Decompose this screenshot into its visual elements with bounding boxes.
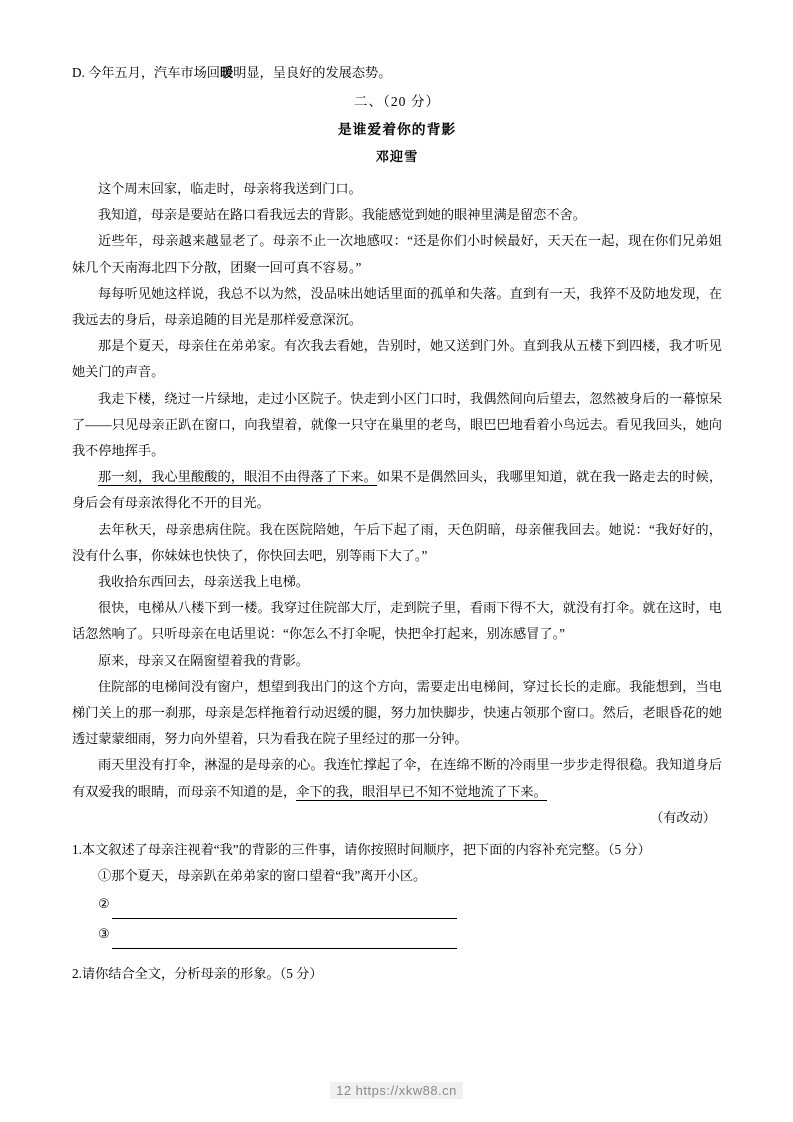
question-1-item-3 xyxy=(72,919,722,949)
section-heading: 二、（20 分） xyxy=(353,94,441,109)
footer-watermark: 12 https://xkw88.cn xyxy=(330,1082,463,1099)
option-d-line xyxy=(72,60,722,86)
paragraph-10: 很快，电梯从八楼下到一楼。我穿过住院部大厅，走到院子里，看雨下得不大，就没有打伞。就在这时，电话忽然响了。只听母亲在电话里说：“你怎么不打伞呢，快把伞打起来，别冻感冒了。” xyxy=(72,600,722,642)
article-author: 邓迎雪 xyxy=(375,149,419,164)
paragraph-3: 近些年，母亲越来越显老了。母亲不止一次地感叹：“还是你们小时候最好，天天在一起，现在你们兄弟姐妹几个天南海北四下分散，团聚一回可真不容易。” xyxy=(72,233,722,275)
paragraph-1: 这个周末回家，临走时，母亲将我送到门口。 xyxy=(98,181,362,196)
article-title: 是谁爱着你的背影 xyxy=(337,122,457,137)
page-footer xyxy=(0,1083,793,1098)
question-1-number: 1. xyxy=(72,841,82,857)
paragraph-5: 那是个夏天，母亲住在弟弟家。有次我去看她，告别时，她又送到门外。直到我从五楼下到四楼，我才听见她关门的声音。 xyxy=(72,338,722,380)
paragraph-4: 每每听见她这样说，我总不以为然，没品味出她话里面的孤单和失落。直到有一天，我猝不及防地发现，在我远去的身后，母亲追随的目光是那样爱意深沉。 xyxy=(72,285,722,328)
paragraph-7-rest: 如果不是偶然回头，我哪里知道，就在我一路走去的时候，身后会有母亲浓得化不开的目光。 xyxy=(72,469,723,511)
question-1-item-3-marker: ③ xyxy=(98,925,110,941)
spacer xyxy=(72,949,722,961)
question-1-item-1-text: 那个夏天，母亲趴在弟弟家的窗口望着“我”离开小区。 xyxy=(111,867,427,883)
paragraph-13 xyxy=(72,752,722,804)
paragraph-2: 我知道，母亲是要站在路口看我远去的背影。我能感觉到她的眼神里满是留恋不舍。 xyxy=(98,207,586,223)
paragraph-9: 我收拾东西回去，母亲送我上电梯。 xyxy=(98,574,309,590)
question-2-text: 请你结合全文，分析母亲的形象。（5 分） xyxy=(81,965,323,981)
document-content xyxy=(72,60,722,987)
underlined-sentence-2: 伞下的我，眼泪早已不知不觉地流了下来。 xyxy=(296,783,547,799)
question-1-item-2-marker: ② xyxy=(98,895,110,911)
source-note: （有改动） xyxy=(650,809,716,825)
paragraph-7 xyxy=(72,464,722,516)
question-1-item-2 xyxy=(72,889,722,919)
question-1 xyxy=(72,837,722,863)
paragraph-11: 原来，母亲又在隔窗望着我的背影。 xyxy=(98,652,309,668)
question-2-number: 2. xyxy=(72,965,82,981)
question-1-item-1-marker: ① xyxy=(98,867,112,883)
paragraph-13-head: 雨天里没有打伞，淋湿的是母亲的心。我连忙撑起了伞，在连绵不断的冷雨里一步步走得很稳。我知道身后有双爱我的眼睛，而母亲不知道的是， xyxy=(72,757,722,799)
question-2 xyxy=(72,961,722,987)
option-d-text-part2: 明显，呈良好的发展态势。 xyxy=(233,65,392,80)
answer-blank-2[interactable] xyxy=(112,903,457,919)
question-1-item-1 xyxy=(72,863,722,889)
question-1-text: 本文叙述了母亲注视着“我”的背影的三件事，请你按照时间顺序，把下面的内容补充完整。（5 分） xyxy=(81,841,651,857)
paragraph-6: 我走下楼，绕过一片绿地，走过小区院子。快走到小区门口时，我偶然间向后望去，忽然被身后的一幕惊呆了——只见母亲正趴在窗口，向我望着，就像一只守在巢里的老鸟，眼巴巴地看着小鸟远去。看见我回头，她向我不停地挥手。 xyxy=(72,390,722,459)
paragraph-8: 去年秋天，母亲患病住院。我在医院陪她，午后下起了雨，天色阴暗，母亲催我回去。她说：“我好好的，没有什么事，你妹妹也快快了，你快回去吧，别等雨下大了。” xyxy=(72,521,722,563)
answer-blank-3[interactable] xyxy=(112,933,457,949)
underlined-sentence-1: 那一刻，我心里酸酸的，眼泪不由得落了下来。 xyxy=(98,469,377,485)
option-d-text-part1: D. 今年五月，汽车市场回 xyxy=(72,65,220,80)
paragraph-12: 住院部的电梯间没有窗户，想望到我出门的这个方向，需要走出电梯间，穿过长长的走廊。我能想到，当电梯门关上的那一刹那，母亲是怎样拖着行动迟缓的腿，努力加快脚步，快速占领那个窗口。然后，老眼昏花的她透过蒙蒙细雨，努力向外望着，只为看我在院子里经过的那一分钟。 xyxy=(72,678,722,747)
option-d-bold-char: 暖 xyxy=(220,65,234,80)
